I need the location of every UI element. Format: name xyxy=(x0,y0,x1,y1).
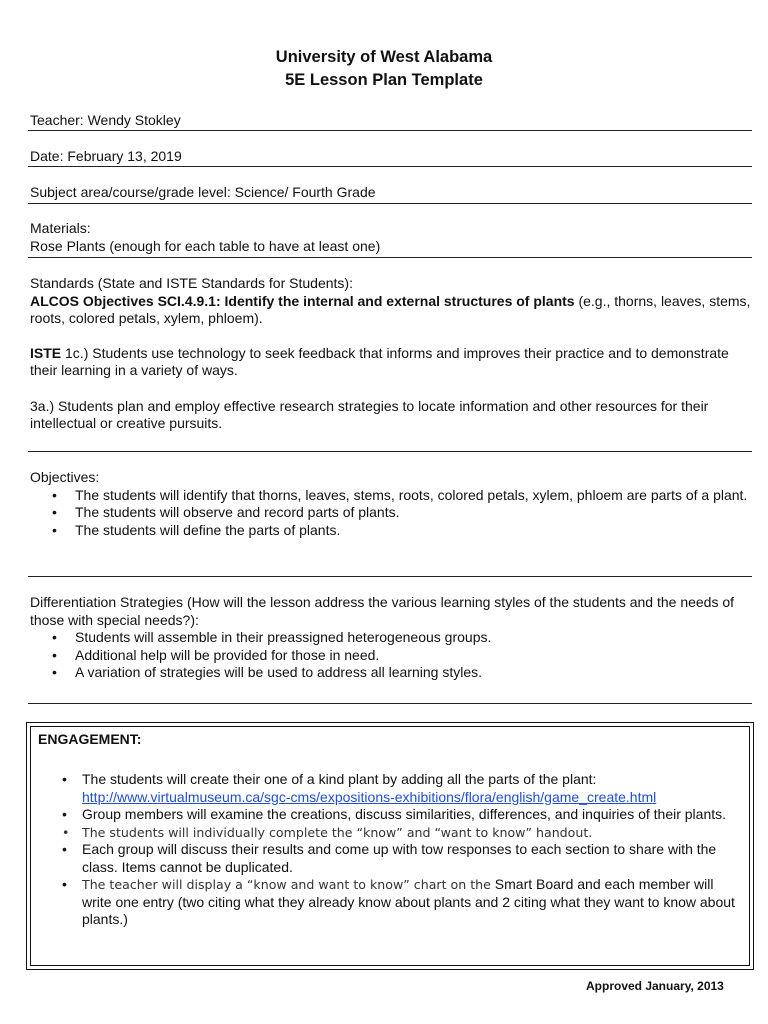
engagement-list xyxy=(36,771,746,929)
subject-field: Subject area/course/grade level: Science/ Fourth Grade xyxy=(30,184,376,200)
alcos-objective-examples: (e.g., thorns, leaves, stems, roots, colored petals, xylem, phloem). xyxy=(30,292,751,326)
standards-label: Standards (State and ISTE Standards for Students): xyxy=(30,275,353,291)
divider xyxy=(28,576,752,577)
engagement-box xyxy=(26,722,754,970)
list-item: • Additional help will be provided for those in need. xyxy=(30,647,752,665)
objectives-list xyxy=(30,487,752,540)
iste-label: ISTE xyxy=(30,344,62,361)
objectives-label: Objectives: xyxy=(30,469,100,485)
alcos-objective xyxy=(30,293,752,328)
list-item: • Each group will discuss their results and come up with tow responses to each section to share with the class. Items cannot be duplicated. xyxy=(36,841,746,876)
standard-3a: 3a.) Students plan and employ effective research strategies to locate information and other resources for their intellectual or creative pursuits. xyxy=(30,397,709,431)
virtual-museum-link[interactable]: http://www.virtualmuseum.ca/sgc-cms/expositions-exhibitions/flora/english/game_create.html xyxy=(82,788,657,805)
list-item: • The students will individually complete the “know” and “want to know” handout. xyxy=(36,824,746,842)
divider xyxy=(28,257,752,258)
engagement-item-text: The students will create their one of a kind plant by adding all the parts of the plant: xyxy=(82,771,597,787)
differentiation-label: Differentiation Strategies (How will the lesson address the various learning styles of the students and the needs of those with special needs?): xyxy=(30,594,735,628)
list-item: • Students will assemble in their preassigned heterogeneous groups. xyxy=(30,629,752,647)
university-title: University of West Alabama xyxy=(275,48,493,66)
divider xyxy=(28,130,752,131)
engagement-item-text: The teacher will display a “know and want to know” chart on the xyxy=(82,877,491,892)
engagement-inner-border xyxy=(30,726,750,966)
engagement-item-text: Smart Board and each member will write one entry (two citing what they already know about plants and 2 citing what they want to know about plants.) xyxy=(82,876,735,927)
divider xyxy=(28,203,752,204)
list-item xyxy=(36,771,746,806)
objectives-section xyxy=(30,469,752,539)
divider xyxy=(28,703,752,704)
standards-section xyxy=(30,275,752,433)
materials-text: Rose Plants (enough for each table to have at least one) xyxy=(30,237,381,254)
differentiation-section xyxy=(30,594,752,682)
teacher-field: Teacher: Wendy Stokley xyxy=(30,112,181,128)
divider xyxy=(28,451,752,452)
list-item: • Group members will examine the creations, discuss similarities, differences, and inquiries of their plants. xyxy=(36,806,746,824)
materials-section xyxy=(30,220,752,255)
alcos-objective-title: ALCOS Objectives SCI.4.9.1: Identify the internal and external structures of plants xyxy=(30,292,575,309)
list-item xyxy=(36,876,746,929)
engagement-heading: ENGAGEMENT: xyxy=(38,731,142,747)
divider xyxy=(28,166,752,167)
template-title: 5E Lesson Plan Template xyxy=(285,71,483,89)
list-item: • The students will define the parts of plants. xyxy=(30,522,752,540)
list-item: • The students will observe and record parts of plants. xyxy=(30,504,752,522)
list-item: • The students will identify that thorns, leaves, stems, roots, colored petals, xylem, phloem are parts of a plant. xyxy=(30,487,752,505)
approval-footer: Approved January, 2013 xyxy=(586,979,724,993)
iste-standard xyxy=(30,345,752,380)
list-item: • A variation of strategies will be used to address all learning styles. xyxy=(30,664,752,682)
differentiation-list xyxy=(30,629,752,682)
date-field: Date: February 13, 2019 xyxy=(30,148,182,164)
materials-label: Materials: xyxy=(30,220,91,236)
iste-text: 1c.) Students use technology to seek feedback that informs and improves their practice and to demonstrate their learning in a variety of ways. xyxy=(30,344,729,378)
